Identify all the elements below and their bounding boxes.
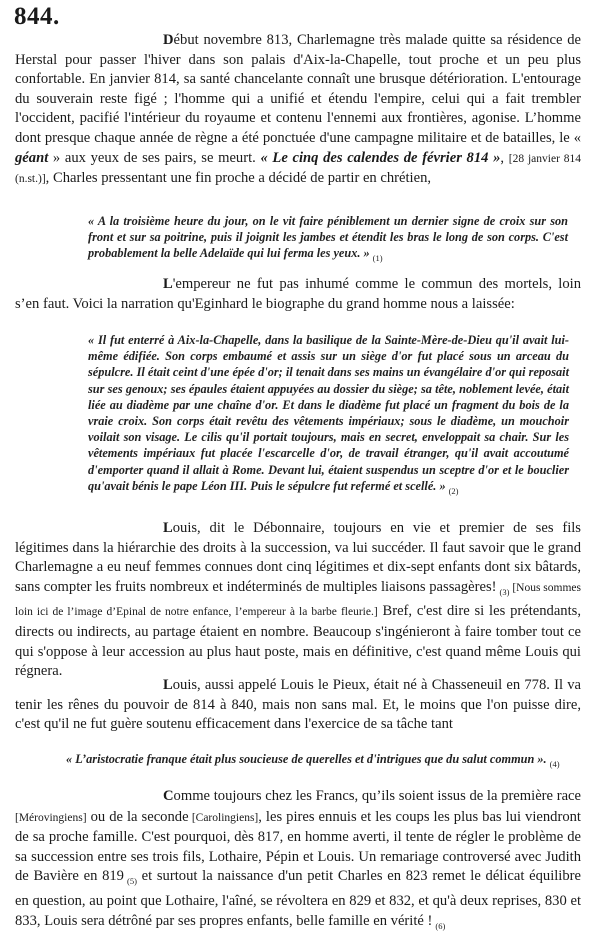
emphasis-geant: géant [15, 149, 53, 166]
paragraph-text: Bref, c'est dire si les prétendants, directs ou indirects, au partage étaient en nombre. Beaucoup s'ingénieront à faire tomber tout ce qui s'oppose à leur accession au plus haut poste, mais en définitive, c'est quand même Louis qui régnera. [15, 603, 581, 680]
paragraph-text: omme toujours chez les Francs, qu’ils soient issus de la première race [173, 788, 581, 804]
paragraph-charlemagne-death: Début novembre 813, Charlemagne très malade quitte sa résidence de Herstal pour passer l'hiver dans son palais d'Aix-la-Chapelle, tout proche et un peu plus confortable. En janvier 814, sa santé chancelante connaît une brusque détérioration. L'entourage du souverain reste figé ; l'homme qui a unifié et étendu l'empire, celui qui a fait trembler l'occident, pacifié l'intérieur du royaume et contenu l'ennemi aux frontières, agonise. L’homme dont presque chaque année de règne a été ponctuée d'une campagne militaire et de batailles, le « géant » aux yeux de ses pairs, se meurt. « Le cinq des calendes de février 814 », [28 janvier 814 (n.st.)], Charles pressentant une fin proche a décidé de partir en chrétien, [15, 32, 582, 187]
emphasis-calendes: « Le cinq des calendes de février 814 » [255, 149, 501, 166]
paragraph-text: et surtout la naissance d'un petit Charles en 823 remet le délicat équilibre en question, au point que Lothaire, l'aîné, se révoltera en 829 et 832, et qu'à deux reprises, 830 et 833, Louis sera détrôné par ses propres enfants, belle famille en vérité ! [15, 868, 581, 929]
date-bracket: [28 janvier 814 (n.st.)] [15, 152, 582, 186]
page-year-heading: 844. [14, 3, 60, 30]
paragraph-text: ébut novembre 813, Charlemagne très malade quitte sa résidence de Herstal pour passer l'hiver dans son palais d'Aix-la-Chapelle, tout proche et un peu plus confortable. En janvier 814, sa santé chancelante connaît une brusque détérioration. L'entourage du souverain reste figé ; l'homme qui a unifié et étendu l'empire, celui qui a fait trembler l'occident, pacifié l'intérieur du royaume et contenu l'ennemi aux frontières, agonise. L’homme dont presque chaque année de règne a été ponctuée d'une campagne militaire et de batailles, le « [15, 32, 581, 146]
quote-eginhard-burial [88, 332, 569, 499]
quote-death-scene [88, 213, 568, 267]
drop-letter: C [163, 788, 174, 804]
footnote-ref: (1) [372, 253, 383, 264]
quote-aristocratie [66, 751, 566, 772]
footnote-ref: (3) [499, 586, 510, 597]
paragraph-louis-le-pieux [15, 676, 581, 735]
drop-letter: L [163, 520, 173, 536]
bracket-merovingiens: [Mérovingiens] [15, 811, 87, 824]
paragraph-text: ouis, aussi appelé Louis le Pieux, était né à Chasseneuil en 778. Il va tenir les rênes du pouvoir de 814 à 840, mais non sans mal. Et, le moins que l'on puisse dire, c'est qu'il ne fut guère soutenu efficacement dans l'exercice de sa tâche tant [15, 677, 581, 733]
paragraph-text: , les pires ennuis et les coups les plus bas lui viendront de sa proche famille. C'est pourquoi, dès 817, en homme averti, il tente de régler le problème de sa succession entre ses trois fils, Lothaire, Pépin et Louis. Un remariage controversé avec Judith de Bavière en 819 [15, 808, 581, 885]
paragraph-text: » aux yeux de ses pairs, se meurt. [52, 149, 256, 166]
paragraph-text: ou de la seconde [86, 808, 189, 825]
drop-letter: L [163, 677, 173, 693]
paragraph-succession [15, 519, 581, 682]
paragraph-family-troubles [15, 787, 581, 936]
drop-letter: L [163, 276, 173, 292]
footnote-ref: (6) [435, 920, 446, 931]
quote-text: « L’aristocratie franque était plus soucieuse de querelles et d'intrigues que du salut commun ». [66, 752, 547, 766]
footnote-ref: (5) [126, 876, 137, 887]
quote-text: « A la troisième heure du jour, on le vit faire péniblement un dernier signe de croix sur son front et sur sa poitrine, puis il joignit les jambes et étendit les bras le long de son corps. C'est probablement la belle Adelaïde qui lui ferma les yeux. » [88, 214, 568, 261]
paragraph-burial-intro [15, 275, 581, 314]
bracket-aside: [Nous sommes loin ici de l’image d’Epinal de notre enfance, l’empereur à la barbe fleurie.] [15, 581, 581, 619]
paragraph-text: ouis, dit le Débonnaire, toujours en vie et premier de ses fils légitimes dans la hiérarchie des droits à la succession, va lui succéder. Il faut savoir que le grand Charlemagne a eu neuf femmes connues dont cinq légitimes et dix-sept enfants dont six bâtards, sans compter les fruits nombreux et indéterminés de multiples liaisons passagères! [15, 520, 581, 595]
drop-letter: D [163, 32, 174, 48]
quote-text: « Il fut enterré à Aix-la-Chapelle, dans la basilique de la Sainte-Mère-de-Dieu qu'il avait lui-même édifiée. Son corps embaumé et assis sur un siège d'or fut placé sous un arceau du sépulcre. Il était ceint d'une épée d'or; il tenait dans ses mains un évangélaire d'or qui reposait sur ses genoux; ses épaules étaient appuyées au dossier du siège; sa tête, noblement levée, était liée au diadème par une chaîne d'or. Et dans le diadème fut placé un fragment du bois de la vraie croix. Son corps était revêtu des vêtements impériaux; sous le diadème, un mouchoir voilait son visage. Le cilis qu'il portait toujours, mais en secret, enveloppait sa chair. Sur les vêtements impériaux fut placée l'escarcelle d'or, de travail étranger, qu'il avait accoutumé d'emporter quand il allait à Rome. Devant lui, étaient suspendus un sceptre d'or et le bouclier qu'avait bénis le pape Léon III. Puis le sépulcre fut refermé et scellé. » [88, 333, 569, 493]
footnote-ref: (4) [549, 759, 560, 769]
bracket-carolingiens: [Carolingiens] [188, 811, 259, 824]
paragraph-text: 'empereur ne fut pas inhumé comme le commun des mortels, loin s’en faut. Voici la narration qu'Eginhard le biographe du grand homme nous a laissée: [15, 276, 581, 312]
footnote-ref: (2) [448, 485, 459, 496]
paragraph-text: , Charles pressentant une fin proche a décidé de partir en chrétien, [45, 170, 432, 187]
